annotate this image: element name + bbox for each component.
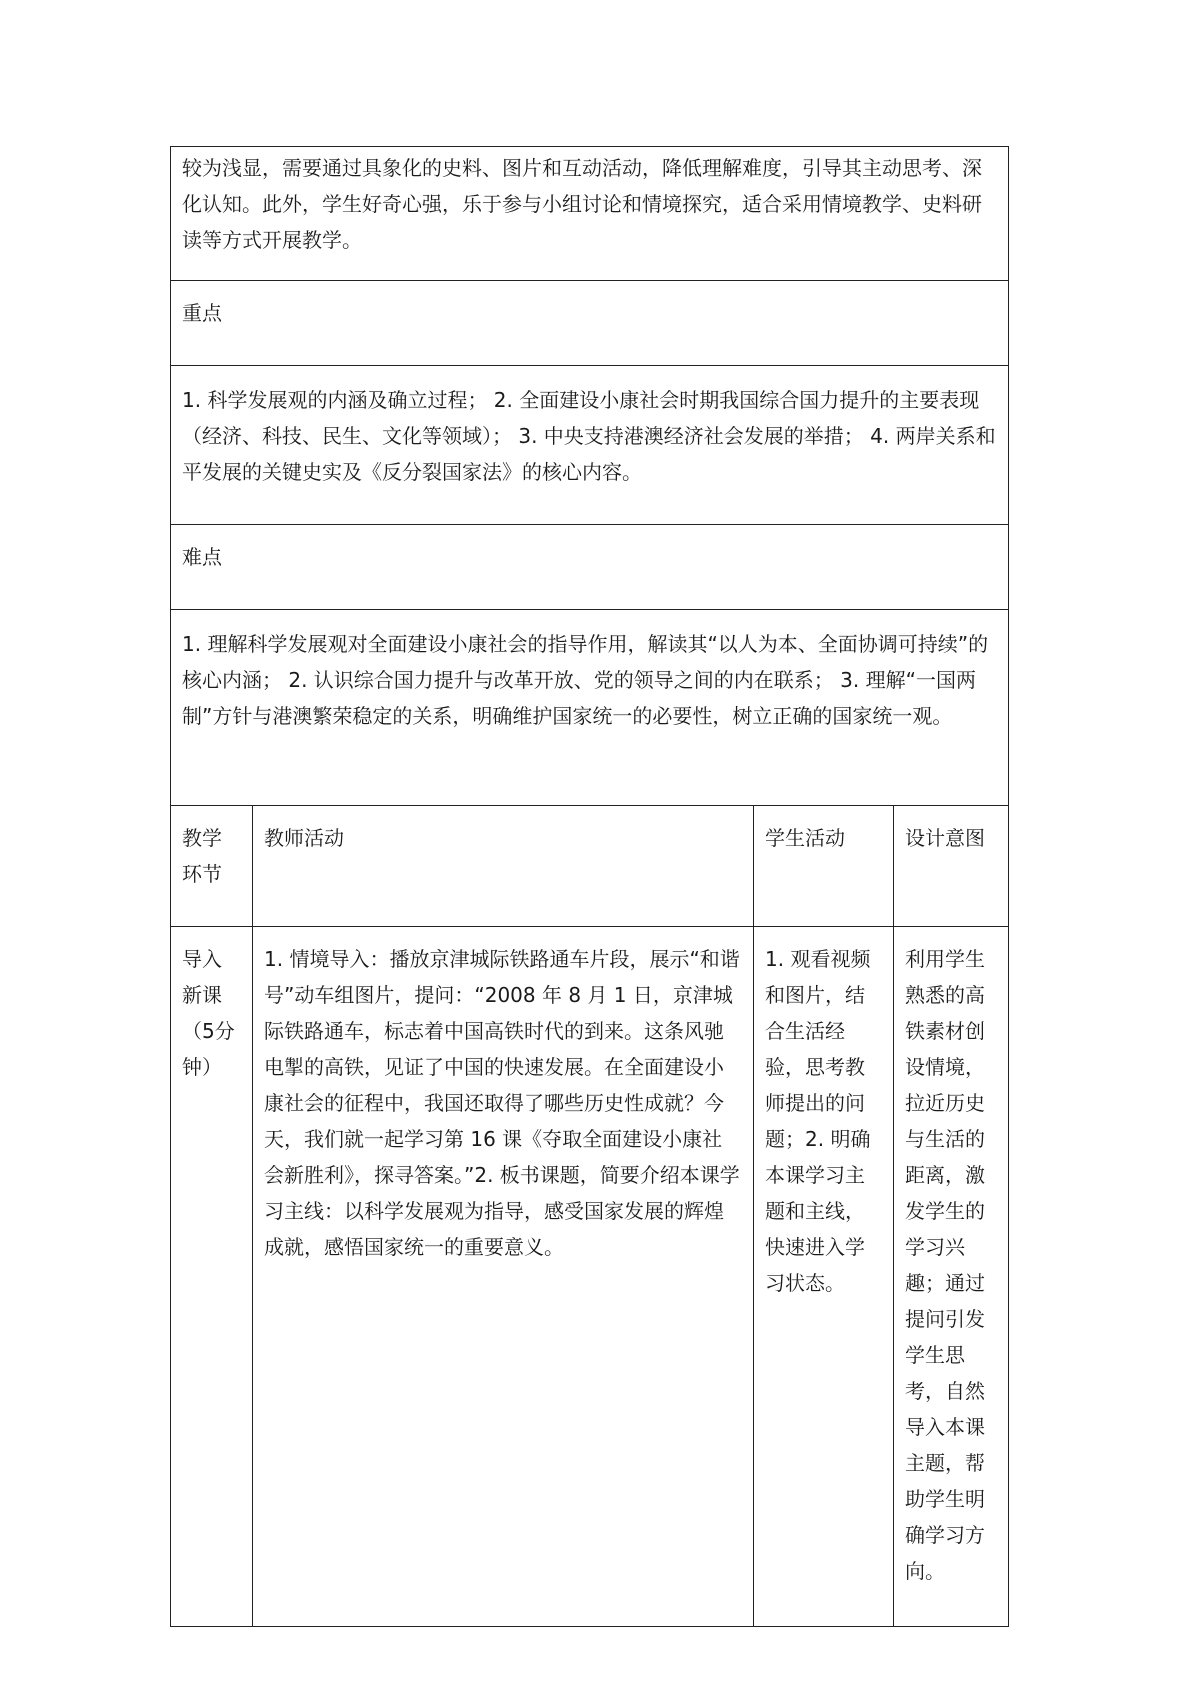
key-points-heading: 重点 xyxy=(171,281,1009,366)
lesson-plan-table xyxy=(170,146,1009,1627)
student-activity-cell: 1. 观看视频和图片，结合生活经验，思考教师提出的问题；2. 明确本课学习主题和主线，快速进入学习状态。 xyxy=(754,927,894,1627)
key-points-heading-row xyxy=(171,281,1009,366)
key-points-row xyxy=(171,366,1009,525)
learner-analysis-text: 较为浅显，需要通过具象化的史料、图片和互动活动，降低理解难度，引导其主动思考、深化认知。此外，学生好奇心强，乐于参与小组讨论和情境探究，适合采用情境教学、史料研读等方式开展教学。 xyxy=(171,147,1009,281)
difficult-points-row xyxy=(171,610,1009,806)
stage-cell: 导入新课（5分钟） xyxy=(171,927,253,1627)
table-row xyxy=(171,927,1009,1627)
process-header-row xyxy=(171,806,1009,927)
column-header-student: 学生活动 xyxy=(754,806,894,927)
design-intent-cell: 利用学生熟悉的高铁素材创设情境，拉近历史与生活的距离，激发学生的学习兴趣；通过提问引发学生思考，自然导入本课主题，帮助学生明确学习方向。 xyxy=(894,927,1009,1627)
difficult-points-text: 1. 理解科学发展观对全面建设小康社会的指导作用，解读其“以人为本、全面协调可持续”的核心内涵； 2. 认识综合国力提升与改革开放、党的领导之间的内在联系； 3. 理解“一国两制”方针与港澳繁荣稳定的关系，明确维护国家统一的必要性，树立正确的国家统一观。 xyxy=(171,610,1009,806)
column-header-stage: 教学环节 xyxy=(171,806,253,927)
column-header-intent: 设计意图 xyxy=(894,806,1009,927)
teacher-activity-cell: 1. 情境导入：播放京津城际铁路通车片段，展示“和谐号”动车组图片，提问：“2008 年 8 月 1 日，京津城际铁路通车，标志着中国高铁时代的到来。这条风驰电掣的高铁，见证了中国的快速发展。在全面建设小康社会的征程中，我国还取得了哪些历史性成就？今天，我们就一起学习第 16 课《夺取全面建设小康社会新胜利》，探寻答案。”2. 板书课题，简要介绍本课学习主线：以科学发展观为指导，感受国家发展的辉煌成就，感悟国家统一的重要意义。 xyxy=(253,927,754,1627)
difficult-points-heading: 难点 xyxy=(171,525,1009,610)
difficult-points-heading-row xyxy=(171,525,1009,610)
column-header-teacher: 教师活动 xyxy=(253,806,754,927)
learner-analysis-row xyxy=(171,147,1009,281)
key-points-text: 1. 科学发展观的内涵及确立过程； 2. 全面建设小康社会时期我国综合国力提升的主要表现（经济、科技、民生、文化等领域）； 3. 中央支持港澳经济社会发展的举措； 4. 两岸关系和平发展的关键史实及《反分裂国家法》的核心内容。 xyxy=(171,366,1009,525)
